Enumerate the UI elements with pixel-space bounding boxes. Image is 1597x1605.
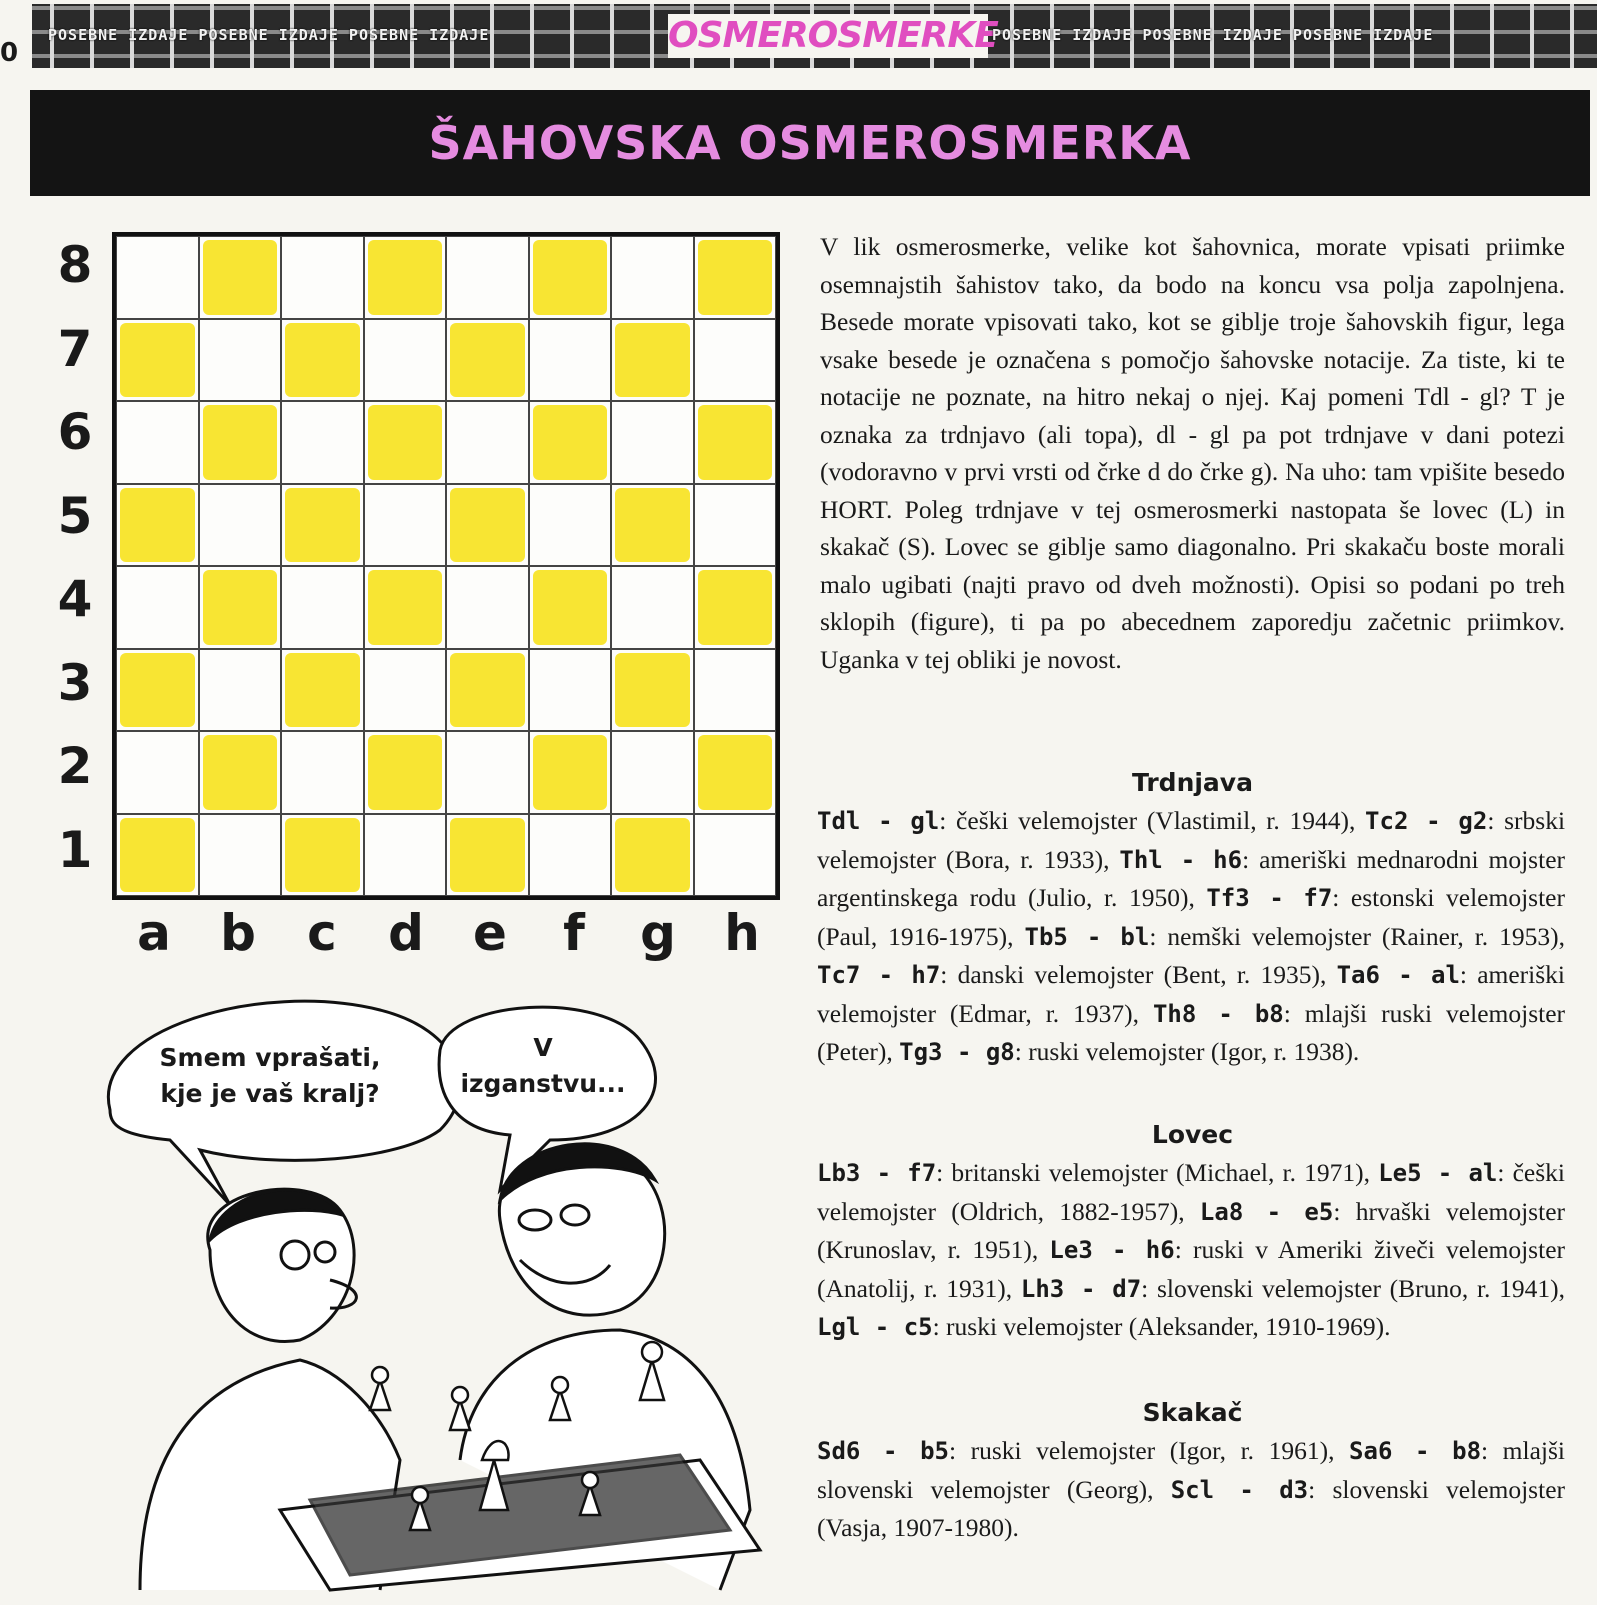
square-a3 [116,649,199,732]
square-h3 [694,649,777,732]
square-b4 [199,566,282,649]
file-label-c: c [307,904,337,962]
square-c2 [281,731,364,814]
square-g3 [611,649,694,732]
square-c7 [281,319,364,402]
clue-move: Tf3 - f7 [1206,884,1333,912]
file-label-h: h [724,904,760,962]
rank-labels [50,236,100,904]
clue-move: Tc7 - h7 [817,961,941,989]
square-g4 [611,566,694,649]
rank-label-2: 2 [57,737,93,795]
square-g8 [611,236,694,319]
square-c5 [281,484,364,567]
clue-description: : slovenski velemojster (Bruno, r. 1941), [1141,1273,1566,1303]
clue-description: : hrvaški velemojster (Krunoslav, r. 1951), [817,1196,1565,1264]
clue-move: Lgl - c5 [817,1313,933,1341]
square-b6 [199,401,282,484]
square-e8 [446,236,529,319]
square-g5 [611,484,694,567]
rank-label-7: 7 [57,319,93,378]
file-label-f: f [563,904,585,962]
square-e7 [446,319,529,402]
square-a7 [116,319,199,402]
clue-move: Tc2 - g2 [1365,807,1488,835]
square-c4 [281,566,364,649]
header-strip [32,4,1597,68]
square-d3 [364,649,447,732]
clue-description: : češki velemojster (Oldrich, 1882-1957), [817,1158,1566,1226]
clue-description: : estonski velemojster (Paul, 1916-1975), [817,883,1565,951]
clue-move: La8 - e5 [1199,1197,1334,1226]
clue-move: Sa6 - b8 [1349,1437,1482,1465]
file-label-e: e [473,904,507,962]
clue-move: Tdl - gl [817,807,940,835]
square-f2 [529,731,612,814]
clue-move: Thl - h6 [1119,845,1243,874]
square-a2 [116,731,199,814]
clue-move: Sd6 - b5 [817,1437,949,1465]
strip-text-right: POSEBNE IZDAJE POSEBNE IZDAJE POSEBNE IZDAJE [992,26,1434,44]
cartoon-illustration [80,990,780,1600]
section-heading-trdnjava: Trdnjava [1132,768,1253,797]
square-e6 [446,401,529,484]
square-a5 [116,484,199,567]
square-f5 [529,484,612,567]
square-h6 [694,401,777,484]
square-f3 [529,649,612,732]
clue-description: : mlajši slovenski velemojster (Georg), [817,1436,1565,1504]
clues-trdnjava [817,802,1565,1072]
clue-description: : britanski velemojster (Michael, r. 1971), [936,1158,1379,1187]
title-bar [30,90,1590,196]
clue-description: : ruski velemojster (Igor, r. 1938). [1014,1037,1360,1066]
square-a6 [116,401,199,484]
square-e3 [446,649,529,732]
square-e2 [446,731,529,814]
square-h7 [694,319,777,402]
clue-description: : ruski v Ameriki živeči velemojster (Anatolij, r. 1931), [817,1235,1566,1303]
square-f6 [529,401,612,484]
square-a4 [116,566,199,649]
square-d8 [364,236,447,319]
rank-label-4: 4 [57,570,93,628]
clue-description: : ruski velemojster (Aleksander, 1910-1969). [932,1312,1391,1341]
square-h5 [694,484,777,567]
clues-lovec [817,1154,1565,1347]
section-heading-skakac: Skakač [1142,1398,1243,1427]
section-heading-lovec: Lovec [1151,1120,1234,1149]
square-d4 [364,566,447,649]
square-c3 [281,649,364,732]
clue-move: Lb3 - f7 [817,1159,937,1187]
magazine-logo [668,14,998,58]
square-a1 [116,814,199,897]
clue-description: : srbski velemojster (Bora, r. 1933), [817,806,1566,874]
strip-text-left: POSEBNE IZDAJE POSEBNE IZDAJE POSEBNE IZDAJE [48,26,490,44]
square-d5 [364,484,447,567]
square-f4 [529,566,612,649]
file-label-b: b [220,904,256,962]
file-labels [112,904,784,962]
square-b2 [199,731,282,814]
square-c6 [281,401,364,484]
square-h4 [694,566,777,649]
square-b8 [199,236,282,319]
square-f7 [529,319,612,402]
clue-move: Le5 - al [1378,1159,1498,1187]
clue-description: : mlajši ruski velemojster (Peter), [817,998,1566,1066]
square-d6 [364,401,447,484]
rank-label-5: 5 [57,486,93,545]
square-a8 [116,236,199,319]
square-d2 [364,731,447,814]
square-b7 [199,319,282,402]
square-h8 [694,236,777,319]
square-b3 [199,649,282,732]
square-g7 [611,319,694,402]
chess-board [112,232,780,900]
clue-description: : češki velemojster (Vlastimil, r. 1944), [939,806,1366,835]
square-h2 [694,731,777,814]
clue-description: : ameriški velemojster (Edmar, r. 1937), [817,960,1566,1028]
square-b1 [199,814,282,897]
clue-move: Tg3 - g8 [899,1038,1015,1066]
clue-move: Scl - d3 [1170,1475,1309,1504]
rank-label-6: 6 [57,403,93,461]
speech-bubble-right: V izganstvu... [460,1033,626,1098]
file-label-d: d [388,904,424,962]
intro-text: V lik osmerosmerke, velike kot šahovnica, morate vpisati priimke osemnajstih šahistov tako, da bodo na koncu vsa polja zapolnjena. Besede morate vpisovati tako, kot se giblje troje šahovskih figur, lega vsake besede je označena s pomočjo šahovske notacije. Za tiste, ki te notacije ne poznate, na hitro nekaj o njej. Kaj pomeni Tdl - gl? T je oznaka za trdnjavo (ali topa), dl - gl pa pot trdnjave v dani potezi (vodoravno v prvi vrsti od črke d do črke g). Na uho: tam vpišite besedo HORT. Poleg trdnjave v tej osmerosmerki nastopata še lovec (L) in skakač (S). Lovec se giblje samo diagonalno. Pri skakaču boste morali malo ugibati (najti pravo od dveh možnosti). Opisi so podani po treh sklopih (figure), ti pa po abecednem zaporedju začetnic priimkov. Uganka v tej obliki je novost. [820,232,1565,674]
speech-bubble-left: Smem vprašati, kje je vaš kralj? [159,1043,381,1108]
page-title: ŠAHOVSKA OSMEROSMERKA [428,116,1192,170]
square-g1 [611,814,694,897]
clue-move: Tb5 - bl [1024,922,1150,951]
logo-text: OSMEROSMERKE [668,15,998,56]
square-c8 [281,236,364,319]
square-b5 [199,484,282,567]
file-label-a: a [137,904,171,962]
file-label-g: g [640,904,676,962]
square-f8 [529,236,612,319]
square-d7 [364,319,447,402]
clue-description: : ameriški mednarodni mojster argentinskega rodu (Julio, r. 1950), [817,844,1565,912]
square-f1 [529,814,612,897]
clue-move: Ta6 - al [1336,961,1460,989]
square-g6 [611,401,694,484]
rank-label-1: 1 [57,820,93,879]
clue-description: : nemški velemojster (Rainer, r. 1953), [1149,921,1566,951]
clue-description: : ruski velemojster (Igor, r. 1961), [948,1436,1350,1465]
page-number: 0 [0,38,19,68]
square-g2 [611,731,694,814]
clue-move: Th8 - b8 [1152,999,1284,1028]
rank-label-3: 3 [57,653,93,712]
square-h1 [694,814,777,897]
clue-move: Le3 - h6 [1049,1236,1175,1264]
rank-label-8: 8 [57,236,93,294]
square-c1 [281,814,364,897]
clue-description: : slovenski velemojster (Vasja, 1907-1980). [817,1474,1565,1542]
square-e1 [446,814,529,897]
square-e4 [446,566,529,649]
clue-move: Lh3 - d7 [1020,1274,1142,1303]
clues-skakac [817,1432,1565,1547]
square-d1 [364,814,447,897]
square-e5 [446,484,529,567]
clue-description: : danski velemojster (Bent, r. 1935), [940,960,1337,989]
